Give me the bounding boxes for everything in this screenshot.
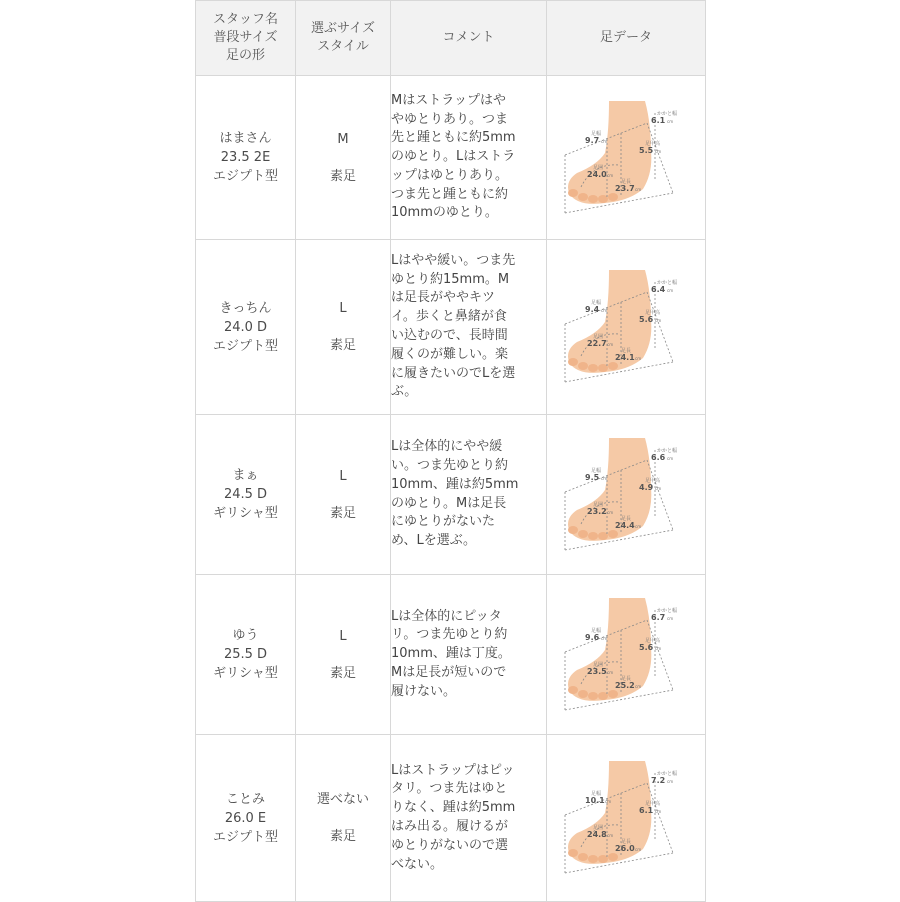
toe-shape — [598, 855, 608, 863]
toe-shape — [578, 362, 588, 370]
foot-instep-height-value: 6.1 — [639, 806, 654, 815]
comment-line: タリ。つま先はゆと — [391, 781, 508, 797]
toe-shape — [568, 526, 578, 534]
foot-diagram — [547, 590, 706, 720]
comment-line: に履きたいのでLを選 — [391, 365, 516, 381]
spacer — [296, 646, 390, 664]
toe-shape — [578, 193, 588, 201]
foot-girth-label: 足囲 — [593, 825, 604, 831]
foot-width-label: 足幅 — [591, 130, 602, 137]
staff-name: ことみ — [225, 791, 265, 807]
foot-diagram — [547, 753, 706, 883]
chosen-size: M — [337, 131, 349, 147]
toe-shape — [568, 686, 578, 694]
foot-instep-height-unit: cm — [655, 645, 662, 651]
foot-width-value: 9.5 — [585, 472, 600, 482]
comment-line: のゆとり。Lはストラ — [391, 149, 516, 165]
foot-heel-width-label: かかと幅 — [657, 771, 678, 777]
foot-girth-unit: cm — [607, 172, 614, 178]
comment-line: やゆとりあり。つま — [391, 111, 509, 127]
foot-length-unit: cm — [635, 523, 642, 529]
comment-line: 10mm、踵は約5mm — [391, 476, 519, 492]
comment-line: ゆとり約15mm。M — [391, 271, 510, 287]
chosen-size: 選べない — [316, 792, 369, 807]
toe-shape — [588, 692, 598, 700]
comment-line: 10mmのゆとり。 — [391, 205, 498, 221]
toe-shape — [568, 849, 578, 857]
foot-girth-value: 22.7 — [587, 339, 607, 348]
wear-style: 素足 — [329, 338, 356, 353]
comment-cell — [391, 735, 547, 902]
toe-shape — [578, 530, 588, 538]
staff-name: まぁ — [232, 468, 259, 483]
comment-cell — [391, 240, 547, 415]
comment-line: りなく、踵は約5mm — [391, 800, 516, 816]
toe-shape — [608, 853, 618, 861]
foot-length-value: 23.7 — [615, 183, 635, 193]
comment-line: は足長がややキツ — [391, 290, 496, 306]
staff-usual-size: 24.0 D — [223, 319, 268, 335]
chosen-size: L — [339, 628, 347, 644]
choice-cell — [296, 735, 391, 902]
staff-foot-shape: エジプト型 — [212, 169, 278, 184]
toe-shape — [578, 690, 588, 698]
foot-width-unit: cm — [601, 138, 608, 144]
foot-width-unit: cm — [601, 308, 608, 313]
comment-line: べない。 — [391, 856, 444, 872]
foot-heel-width-unit: cm — [667, 615, 674, 621]
foot-instep-height-value: 5.5 — [639, 145, 654, 155]
foot-heel-width-label: かかと幅 — [657, 447, 678, 454]
comment-line: イ。歩くと鼻緒が食 — [391, 309, 507, 325]
header-staff: スタッフ名 普段サイズ 足の形 — [196, 1, 296, 76]
foot-heel-width-label: かかと幅 — [657, 607, 678, 614]
comment-line: のゆとり。Mは足長 — [391, 495, 507, 511]
staff-cell — [196, 76, 296, 240]
foot-instep-height-label: 足甲高 — [645, 801, 661, 807]
table-row — [196, 240, 706, 415]
foot-data-cell — [547, 415, 706, 575]
table-row — [196, 575, 706, 735]
toe-shape — [578, 853, 588, 861]
foot-heel-width-value: 6.7 — [651, 612, 666, 622]
foot-instep-height-value: 4.9 — [639, 482, 654, 492]
spacer — [296, 318, 390, 336]
toe-shape — [598, 195, 608, 203]
foot-width-value: 10.1 — [585, 796, 605, 805]
choice-cell — [296, 76, 391, 240]
comment-line: い。つま先ゆとり約 — [391, 457, 509, 473]
chosen-size: L — [339, 301, 347, 316]
toe-shape — [598, 364, 608, 372]
staff-foot-shape: エジプト型 — [212, 829, 278, 845]
foot-width-value: 9.6 — [585, 632, 600, 642]
staff-cell — [196, 240, 296, 415]
toe-shape — [588, 195, 598, 203]
foot-length-value: 25.2 — [615, 680, 635, 690]
foot-width-unit: cm — [601, 475, 608, 481]
foot-data-cell — [547, 735, 706, 902]
foot-diagram — [547, 262, 706, 392]
wear-style: 素足 — [329, 168, 356, 184]
foot-instep-height-unit: cm — [655, 485, 662, 491]
comment-line: Lはストラップはピッ — [391, 762, 515, 778]
table-row — [196, 76, 706, 240]
header-footdata: 足データ — [547, 1, 706, 76]
foot-data-cell — [547, 575, 706, 735]
foot-heel-width-unit: cm — [667, 118, 674, 124]
foot-length-unit: cm — [635, 847, 642, 852]
toe-shape — [568, 358, 578, 366]
foot-girth-unit: cm — [607, 509, 614, 515]
foot-width-label: 足幅 — [591, 467, 602, 474]
staff-name: きっちん — [219, 300, 272, 316]
foot-length-unit: cm — [635, 683, 642, 689]
staff-usual-size: 23.5 2E — [220, 150, 271, 165]
comment-line: リ。つま先ゆとり約 — [391, 627, 508, 643]
foot-width-value: 9.7 — [585, 135, 600, 145]
foot-heel-width-unit: cm — [667, 288, 674, 293]
foot-girth-value: 24.0 — [587, 169, 607, 179]
comment-line: Mはストラップはや — [391, 92, 506, 108]
table-row — [196, 735, 706, 902]
foot-girth-unit: cm — [607, 342, 614, 347]
foot-girth-unit: cm — [607, 833, 614, 838]
comment-cell — [391, 575, 547, 735]
foot-width-label: 足幅 — [591, 627, 602, 634]
comment-line: 10mm、踵は丁度。 — [391, 646, 511, 662]
foot-girth-value: 24.8 — [587, 830, 607, 839]
foot-data-cell — [547, 240, 706, 415]
foot-length-unit: cm — [635, 186, 642, 192]
wear-style: 素足 — [329, 665, 356, 681]
wear-style: 素足 — [329, 829, 356, 844]
foot-length-value: 26.0 — [615, 844, 635, 853]
staff-foot-shape: ギリシャ型 — [213, 666, 278, 681]
staff-name: はまさん — [219, 131, 272, 146]
foot-width-label: 足幅 — [591, 791, 602, 797]
foot-girth-value: 23.5 — [587, 666, 607, 676]
toe-shape — [568, 189, 578, 197]
foot-heel-width-value: 6.6 — [651, 452, 666, 462]
choice-cell — [296, 415, 391, 575]
foot-heel-width-label: かかと幅 — [657, 110, 678, 117]
spacer — [296, 486, 390, 504]
foot-instep-height-value: 5.6 — [639, 642, 654, 652]
foot-heel-width-unit: cm — [667, 779, 674, 784]
foot-heel-width-value: 6.4 — [651, 285, 666, 294]
comment-line: め、Lを選ぶ。 — [391, 533, 476, 549]
foot-length-label: 足長 — [621, 178, 632, 185]
foot-diagram — [547, 93, 706, 223]
staff-foot-shape: ギリシャ型 — [213, 506, 278, 521]
toe-shape — [588, 364, 598, 372]
foot-girth-label: 足囲 — [593, 164, 604, 171]
foot-length-value: 24.1 — [615, 353, 635, 362]
foot-data-cell — [547, 76, 706, 240]
foot-instep-height-unit: cm — [655, 809, 662, 814]
foot-heel-width-value: 6.1 — [651, 115, 666, 125]
comment-line: 履くのが難しい。楽 — [391, 346, 509, 362]
foot-girth-unit: cm — [607, 669, 614, 675]
spacer — [296, 149, 390, 167]
comment-line: い込むので、長時間 — [391, 328, 508, 343]
foot-girth-value: 23.2 — [587, 506, 607, 516]
wear-style: 素足 — [329, 505, 356, 521]
comment-line: Lは全体的にピッタ — [391, 608, 502, 624]
comment-line: つま先と踵ともに約 — [391, 186, 509, 202]
comment-cell — [391, 76, 547, 240]
foot-instep-height-value: 5.6 — [639, 315, 654, 324]
spacer — [296, 809, 390, 827]
size-comparison-table — [195, 0, 706, 902]
toe-shape — [608, 530, 618, 538]
toe-shape — [608, 362, 618, 370]
foot-instep-height-label: 足甲高 — [645, 477, 661, 484]
staff-usual-size: 24.5 D — [223, 487, 268, 502]
foot-length-label: 足長 — [621, 348, 632, 354]
foot-girth-label: 足囲 — [593, 661, 604, 668]
staff-usual-size: 26.0 E — [224, 810, 267, 826]
foot-instep-height-unit: cm — [655, 148, 662, 154]
foot-heel-width-unit: cm — [667, 455, 674, 461]
staff-cell — [196, 575, 296, 735]
foot-diagram — [547, 430, 706, 560]
toe-shape — [588, 855, 598, 863]
staff-cell — [196, 735, 296, 902]
header-choice: 選ぶサイズ スタイル — [296, 1, 391, 76]
staff-name: ゆう — [232, 628, 259, 643]
foot-instep-height-label: 足甲高 — [645, 140, 661, 147]
foot-width-value: 9.4 — [585, 305, 600, 314]
foot-instep-height-unit: cm — [655, 318, 662, 323]
toe-shape — [598, 692, 608, 700]
toe-shape — [598, 532, 608, 540]
chosen-size: L — [339, 468, 347, 484]
foot-length-value: 24.4 — [615, 520, 635, 530]
comment-line: 履けない。 — [391, 683, 457, 699]
foot-length-label: 足長 — [621, 839, 632, 845]
comment-line: はみ出る。履けるが — [391, 819, 509, 834]
choice-cell — [296, 575, 391, 735]
comment-line: ゆとりがないので選 — [391, 837, 509, 853]
comment-line: Lは全体的にやや緩 — [391, 439, 503, 455]
foot-heel-width-value: 7.2 — [651, 776, 666, 785]
foot-girth-label: 足囲 — [593, 334, 604, 340]
toe-shape — [608, 193, 618, 201]
comment-line: にゆとりがないた — [391, 514, 496, 530]
choice-cell — [296, 240, 391, 415]
header-comment: コメント — [391, 1, 547, 76]
foot-heel-width-label: かかと幅 — [657, 280, 678, 286]
comment-cell — [391, 415, 547, 575]
toe-shape — [608, 690, 618, 698]
toe-shape — [588, 532, 598, 540]
comment-line: Lはやや緩い。つま先 — [391, 252, 516, 268]
staff-usual-size: 25.5 D — [223, 647, 268, 662]
foot-length-unit: cm — [635, 356, 642, 361]
comment-line: Mは足長が短いので — [391, 664, 507, 680]
foot-girth-label: 足囲 — [593, 501, 604, 508]
staff-cell — [196, 415, 296, 575]
foot-length-label: 足長 — [621, 515, 632, 522]
foot-width-label: 足幅 — [591, 300, 602, 306]
foot-instep-height-label: 足甲高 — [645, 637, 661, 644]
comment-line: ップはゆとりあり。 — [391, 167, 509, 183]
header-row — [196, 1, 706, 76]
foot-width-unit: cm — [601, 635, 608, 641]
table-row — [196, 415, 706, 575]
foot-instep-height-label: 足甲高 — [645, 310, 661, 316]
comment-line: 先と踵ともに約5mm — [391, 130, 516, 146]
foot-width-unit: cm — [605, 799, 612, 804]
foot-length-label: 足長 — [621, 675, 632, 682]
staff-foot-shape: エジプト型 — [212, 338, 278, 354]
comment-line: ぶ。 — [391, 384, 418, 400]
